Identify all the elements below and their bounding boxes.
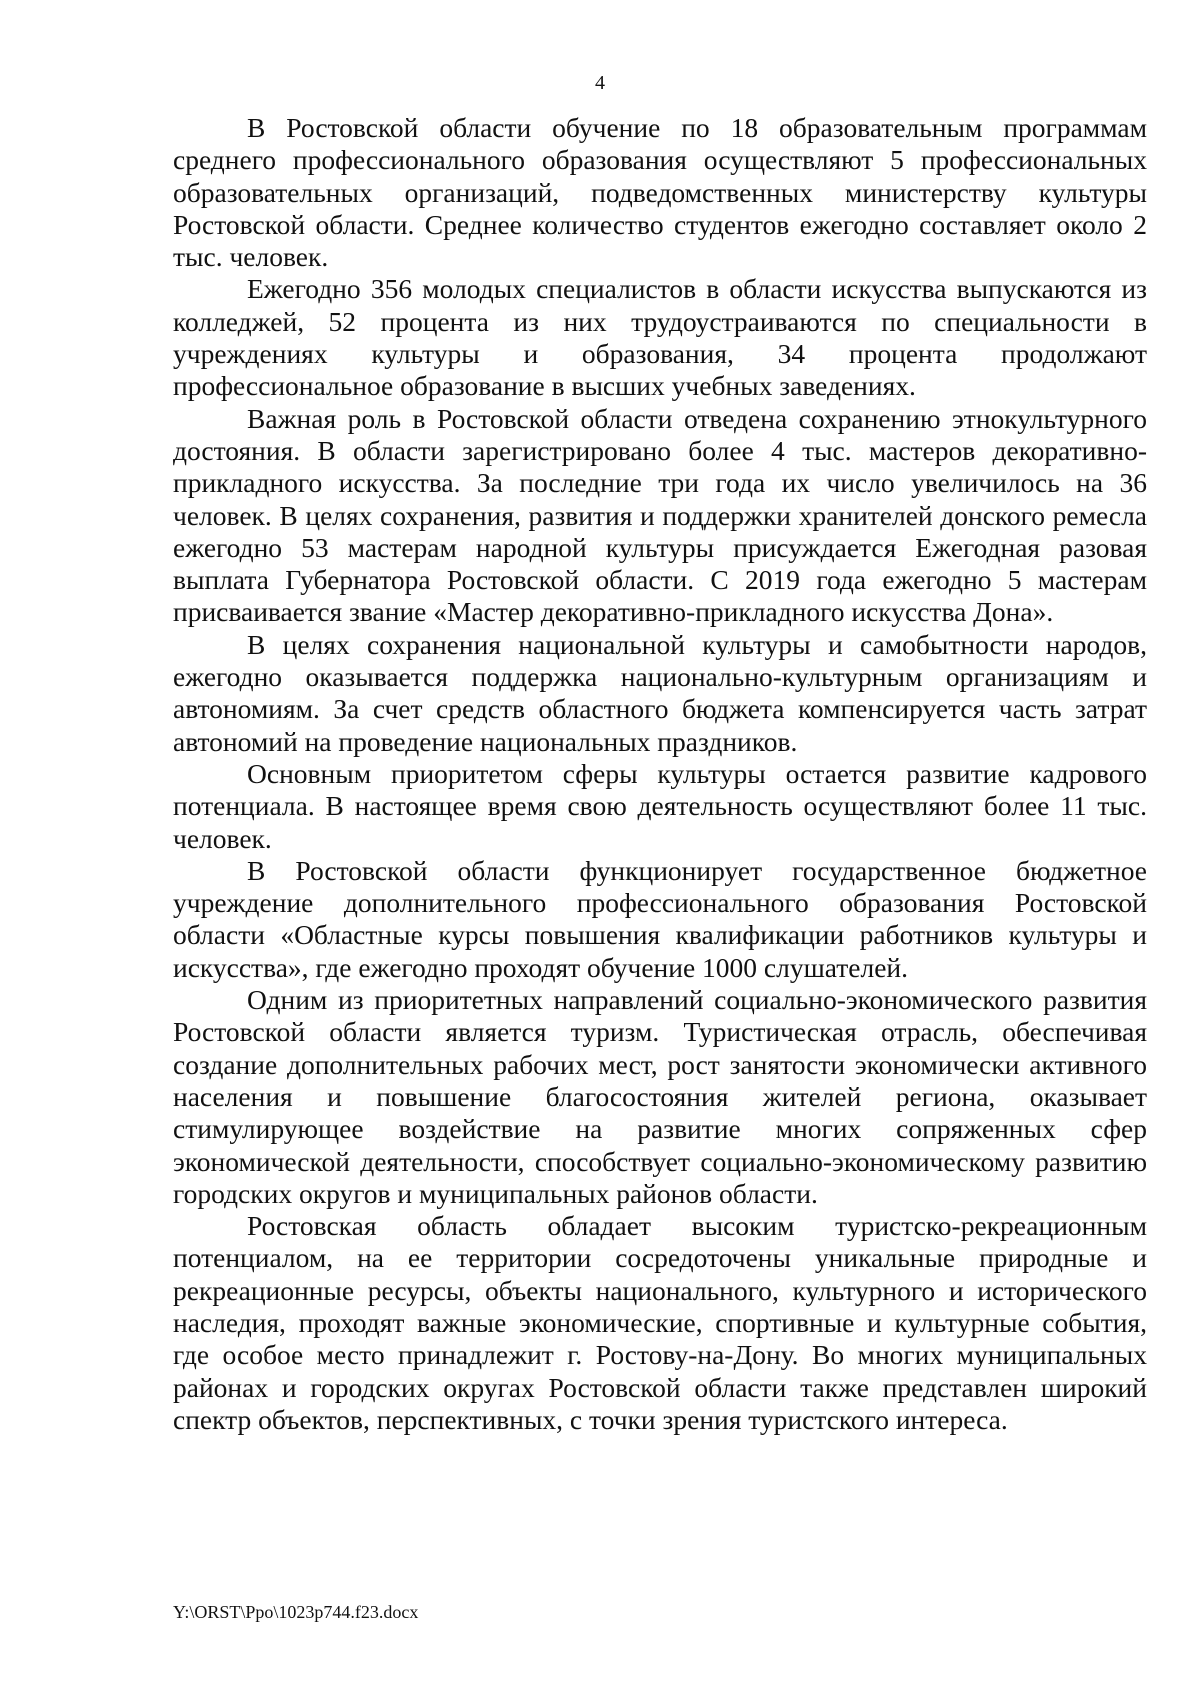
paragraph-staff-potential: Основным приоритетом сферы культуры остается развитие кадрового потенциала. В настоящее время свою деятельность осуществляют более 11 тыс. человек. <box>173 757 1147 854</box>
page-number: 4 <box>595 72 605 94</box>
document-body <box>173 112 1147 1436</box>
footer-file-path: Y:\ORST\Ppo\1023p744.f23.docx <box>173 1602 419 1622</box>
paragraph-qualification-courses: В Ростовской области функционирует государственное бюджетное учреждение дополнительного профессионального образования Ростовской области «Областные курсы повышения квалификации работников культуры и искусства», где ежегодно проходят обучение 1000 слушателей. <box>173 854 1147 983</box>
paragraph-tourism-potential: Ростовская область обладает высоким туристско-рекреационным потенциалом, на ее территории сосредоточены уникальные природные и рекреационные ресурсы, объекты национального, культурного и исторического наследия, проходят важные экономические, спортивные и культурные события, где особое место принадлежит г. Ростову-на-Дону. Во многих муниципальных районах и городских округах Ростовской области также представлен широкий спектр объектов, перспективных, с точки зрения туристского интереса. <box>173 1210 1147 1435</box>
paragraph-graduates: Ежегодно 356 молодых специалистов в области искусства выпускаются из колледжей, 52 процента из них трудоустраиваются по специальности в учреждениях культуры и образования, 34 процента продолжают профессиональное образование в высших учебных заведениях. <box>173 273 1147 402</box>
paragraph-ethnocultural-heritage: Важная роль в Ростовской области отведена сохранению этнокультурного достояния. В области зарегистрировано более 4 тыс. мастеров декоративно-прикладного искусства. За последние три года их число увеличилось на 36 человек. В целях сохранения, развития и поддержки хранителей донского ремесла ежегодно 53 мастерам народной культуры присуждается Ежегодная разовая выплата Губернатора Ростовской области. С 2019 года ежегодно 5 мастерам присваивается звание «Мастер декоративно-прикладного искусства Дона». <box>173 402 1147 628</box>
paragraph-tourism: Одним из приоритетных направлений социально-экономического развития Ростовской области является туризм. Туристическая отрасль, обеспечивая создание дополнительных рабочих мест, рост занятости экономически активного населения и повышение благосостояния жителей региона, оказывает стимулирующее воздействие на развитие многих сопряженных сфер экономической деятельности, способствует социально-экономическому развитию городских округов и муниципальных районов области. <box>173 984 1147 1209</box>
paragraph-education-programs: В Ростовской области обучение по 18 образовательным программам среднего профессионального образования осуществляют 5 профессиональных образовательных организаций, подведомственных министерству культуры Ростовской области. Среднее количество студентов ежегодно составляет около 2 тыс. человек. <box>173 112 1147 273</box>
paragraph-national-culture: В целях сохранения национальной культуры и самобытности народов, ежегодно оказывается поддержка национально-культурным организациям и автономиям. За счет средств областного бюджета компенсируется часть затрат автономий на проведение национальных праздников. <box>173 628 1147 757</box>
